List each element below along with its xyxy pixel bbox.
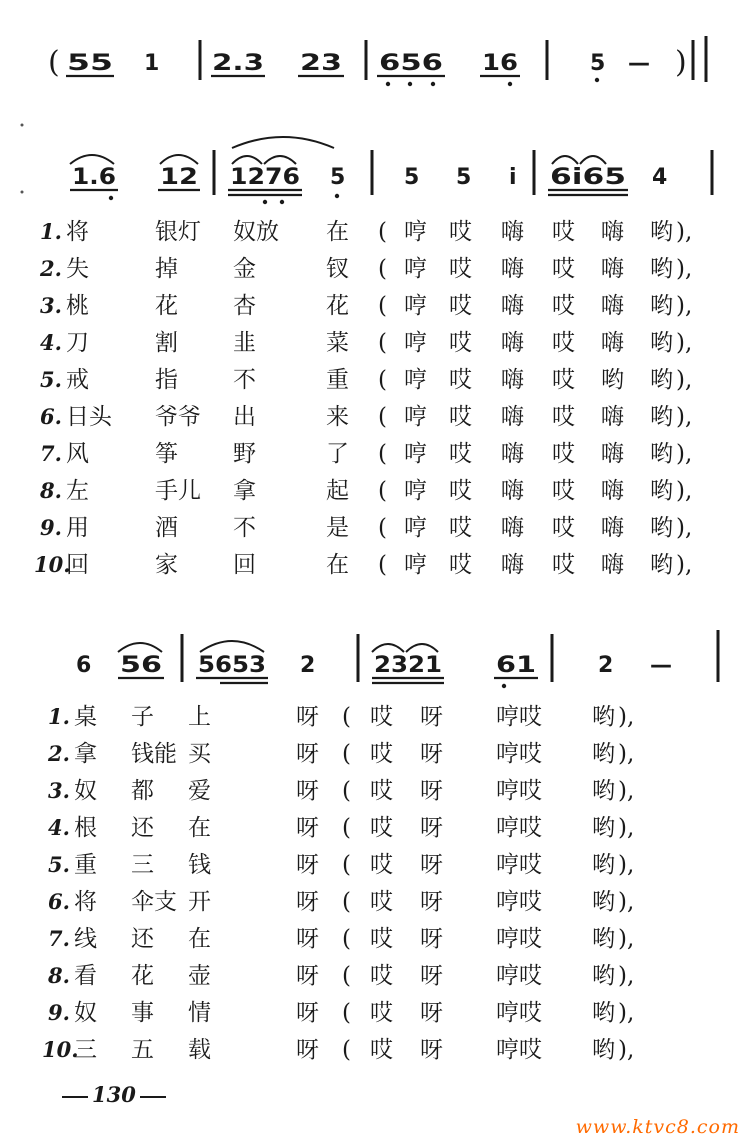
lyric: 将: [66, 219, 89, 245]
lyric: 掉: [155, 256, 178, 282]
lyric: 哎: [449, 441, 472, 467]
lyric: 哟: [592, 1037, 615, 1063]
note: 5: [456, 165, 472, 190]
lyric: 哼: [404, 330, 427, 356]
note: 2321: [374, 653, 442, 678]
lyric: 哟: [650, 441, 673, 467]
verse-number: 7.: [40, 441, 62, 466]
lyric: (: [378, 219, 387, 245]
lyric: 呀: [296, 963, 319, 989]
lyric: (: [342, 1037, 351, 1063]
lyric: 哟: [592, 778, 615, 804]
lyric: 哎: [449, 404, 472, 430]
open-paren: (: [48, 45, 60, 80]
lyric: 哼哎: [496, 1000, 542, 1026]
verse-number: 9.: [48, 1000, 70, 1025]
lyric: 哎: [370, 889, 393, 915]
lyric: 哟: [592, 815, 615, 841]
lyric: 呀: [420, 926, 443, 952]
lyric-line: [0, 848, 750, 882]
lyric: ),: [618, 704, 635, 730]
lyric: 出: [233, 404, 256, 430]
lyric: 哼哎: [496, 704, 542, 730]
note: 2: [598, 653, 614, 678]
lyric: 花: [131, 963, 154, 989]
lyric: (: [342, 889, 351, 915]
lyric: 哟: [650, 367, 673, 393]
verse-number: 5.: [40, 367, 62, 392]
verse-number: 2.: [48, 741, 70, 766]
lyric: 嗨: [501, 404, 524, 430]
note: 61: [496, 653, 536, 678]
lyric: 呀: [420, 815, 443, 841]
lyric: 三: [74, 1037, 97, 1063]
lyric: 在: [326, 552, 349, 578]
lyric-line: [0, 922, 750, 956]
lyric-line: [0, 252, 750, 286]
lyric: 哎: [370, 778, 393, 804]
lyric: 哎: [552, 256, 575, 282]
lyric: 载: [188, 1037, 211, 1063]
lyric: ),: [676, 293, 693, 319]
verse-number: 2.: [40, 256, 62, 281]
lyric: ),: [676, 478, 693, 504]
lyric-line: [0, 289, 750, 323]
lyric: 哎: [552, 330, 575, 356]
lyric: 嗨: [501, 293, 524, 319]
verse-number: 1.: [40, 219, 62, 244]
lyric: 哎: [449, 515, 472, 541]
lyric: 呀: [296, 852, 319, 878]
lyric: 哼: [404, 404, 427, 430]
lyric: 了: [326, 441, 349, 467]
note: 656: [379, 51, 443, 76]
verse-number: 4.: [40, 330, 62, 355]
lyric: 哎: [449, 219, 472, 245]
lyric: 在: [188, 815, 211, 841]
lyric: 哎: [552, 478, 575, 504]
lyric: 呀: [420, 852, 443, 878]
note: 1.6: [72, 165, 116, 190]
lyric: 手儿: [155, 478, 201, 504]
lyric: 爷爷: [155, 404, 201, 430]
lyric: 哎: [370, 963, 393, 989]
lyric: 哎: [552, 515, 575, 541]
lyric: (: [378, 515, 387, 541]
lyric: 哟: [592, 1000, 615, 1026]
lyric-line: [0, 774, 750, 808]
lyric: ),: [618, 963, 635, 989]
lyric: 哟: [601, 367, 624, 393]
lyric: 开: [188, 889, 211, 915]
lyric: 呀: [296, 889, 319, 915]
lyric: 杏: [233, 293, 256, 319]
lyric: 哎: [552, 367, 575, 393]
lyric: 哟: [650, 256, 673, 282]
lyric: 在: [188, 926, 211, 952]
lyric: 哟: [592, 889, 615, 915]
verse-number: 8.: [48, 963, 70, 988]
lyric-line: [0, 700, 750, 734]
lyric: 奴: [74, 1000, 97, 1026]
dash: —: [650, 653, 672, 678]
lyric: 哟: [650, 293, 673, 319]
lyric: (: [378, 330, 387, 356]
lyric: ),: [618, 1037, 635, 1063]
lyric: 哼哎: [496, 852, 542, 878]
lyric: 花: [155, 293, 178, 319]
lyric: ),: [676, 404, 693, 430]
lyric: 将: [74, 889, 97, 915]
lyric: ),: [676, 515, 693, 541]
lyric: 花: [326, 293, 349, 319]
lyric: 筝: [155, 441, 178, 467]
lyric: 嗨: [601, 552, 624, 578]
lyric: (: [342, 778, 351, 804]
lyric-line: [0, 885, 750, 919]
lyric: ),: [676, 219, 693, 245]
lyric: 呀: [296, 1000, 319, 1026]
lyric-line: [0, 811, 750, 845]
lyric: 还: [131, 815, 154, 841]
lyric: 桃: [66, 293, 89, 319]
lyric: ),: [676, 552, 693, 578]
lyric: 子: [131, 704, 154, 730]
lyric: 哎: [449, 478, 472, 504]
lyric: 哟: [650, 552, 673, 578]
verse-number: 6.: [48, 889, 70, 914]
lyric: 嗨: [601, 330, 624, 356]
lyric: 哼: [404, 293, 427, 319]
lyric: 不: [233, 515, 256, 541]
lyric: 哼: [404, 552, 427, 578]
lyric: 壶: [188, 963, 211, 989]
lyric: (: [378, 367, 387, 393]
note: 23: [300, 51, 342, 76]
lyric: 三: [131, 852, 154, 878]
lyric: 哼哎: [496, 926, 542, 952]
lyric: 哟: [650, 219, 673, 245]
lyric: 根: [74, 815, 97, 841]
lyric: 嗨: [601, 404, 624, 430]
lyric: 在: [326, 219, 349, 245]
note: 2.3: [212, 51, 264, 76]
lyric: 哟: [592, 926, 615, 952]
lyric: 嗨: [501, 515, 524, 541]
lyric: 哎: [552, 293, 575, 319]
note: 1276: [230, 165, 300, 190]
lyric: 事: [131, 1000, 154, 1026]
dash: —: [628, 51, 650, 76]
lyric: 呀: [420, 704, 443, 730]
lyric-line: [0, 363, 750, 397]
verse-number: 9.: [40, 515, 62, 540]
lyric: 回: [66, 552, 89, 578]
note: 12: [160, 165, 198, 190]
lyric: 重: [74, 852, 97, 878]
lyric: 还: [131, 926, 154, 952]
close-paren: ): [675, 45, 687, 80]
lyric: 爱: [188, 778, 211, 804]
lyric: 指: [155, 367, 178, 393]
note: i: [509, 165, 517, 190]
watermark: www.ktvc8.com: [575, 1116, 740, 1138]
verse-number: 5.: [48, 852, 70, 877]
lyric: 割: [155, 330, 178, 356]
note: 6i65: [550, 165, 626, 190]
lyric: ),: [618, 741, 635, 767]
lyric: 呀: [296, 741, 319, 767]
lyric: ),: [618, 852, 635, 878]
lyric: (: [342, 704, 351, 730]
lyric: (: [378, 552, 387, 578]
notation-line-2: [70, 137, 712, 204]
lyric: 上: [188, 704, 211, 730]
verse-number: 6.: [40, 404, 62, 429]
lyric: 起: [326, 478, 349, 504]
lyric: ),: [676, 441, 693, 467]
lyric: 呀: [296, 815, 319, 841]
lyric: ),: [618, 926, 635, 952]
lyric: 哼: [404, 219, 427, 245]
lyric: 呀: [296, 926, 319, 952]
lyric: 拿: [233, 478, 256, 504]
dash-right: [140, 1096, 166, 1098]
lyric: 戒: [66, 367, 89, 393]
verse-number: 1.: [48, 704, 70, 729]
lyric: ),: [676, 330, 693, 356]
lyric: 哼哎: [496, 1037, 542, 1063]
lyric: 是: [326, 515, 349, 541]
note: 16: [482, 51, 518, 76]
lyric-line: [0, 215, 750, 249]
lyric: 嗨: [601, 478, 624, 504]
lyric: 嗨: [601, 441, 624, 467]
verse-number: 10.: [34, 552, 71, 577]
lyric: 哟: [650, 330, 673, 356]
note: 5: [404, 165, 420, 190]
lyric: 哎: [552, 219, 575, 245]
lyric: (: [342, 926, 351, 952]
verse-number: 3.: [48, 778, 70, 803]
lyric: 嗨: [501, 330, 524, 356]
lyric: 钱: [188, 852, 211, 878]
lyric-line: [0, 400, 750, 434]
lyric: 哎: [449, 330, 472, 356]
lyric: 哎: [370, 926, 393, 952]
lyric-line: [0, 737, 750, 771]
lyric: 哼: [404, 256, 427, 282]
lyric: 刀: [66, 330, 89, 356]
dash-left: [62, 1096, 88, 1098]
lyric-line: [0, 548, 750, 582]
lyric: 嗨: [501, 219, 524, 245]
lyric-line: [0, 326, 750, 360]
lyric: 不: [233, 367, 256, 393]
lyric: 哼: [404, 478, 427, 504]
lyric: 呀: [420, 889, 443, 915]
lyric: 哎: [552, 404, 575, 430]
lyric: ),: [618, 889, 635, 915]
lyric: 嗨: [501, 256, 524, 282]
lyric: 哟: [650, 478, 673, 504]
lyric: 情: [188, 1000, 211, 1026]
lyric: 回: [233, 552, 256, 578]
lyric: (: [342, 852, 351, 878]
lyric: 嗨: [501, 552, 524, 578]
lyric: 哟: [592, 704, 615, 730]
lyric: 嗨: [501, 441, 524, 467]
notation-line-1: [48, 36, 706, 86]
lyric-line: [0, 996, 750, 1030]
lyric: 奴放: [233, 219, 279, 245]
lyric: 呀: [420, 963, 443, 989]
lyric: 哎: [449, 293, 472, 319]
lyric: 呀: [420, 741, 443, 767]
lyric: (: [342, 815, 351, 841]
lyric: ),: [618, 815, 635, 841]
lyric: ),: [676, 367, 693, 393]
lyric: 哎: [552, 552, 575, 578]
notation-line-3: [76, 630, 718, 688]
lyric: 哟: [592, 741, 615, 767]
lyric: 呀: [420, 1037, 443, 1063]
lyric: 钗: [326, 256, 349, 282]
verse-number: 8.: [40, 478, 62, 503]
lyric: (: [378, 404, 387, 430]
lyric: 金: [233, 256, 256, 282]
note: 4: [652, 165, 668, 190]
page-number: [58, 1082, 170, 1107]
lyric: 嗨: [601, 515, 624, 541]
lyric-line: [0, 437, 750, 471]
lyric: (: [342, 963, 351, 989]
lyric: 用: [66, 515, 89, 541]
lyric: 哎: [370, 704, 393, 730]
lyric: 哎: [449, 367, 472, 393]
lyric: 哎: [370, 815, 393, 841]
lyric: (: [342, 1000, 351, 1026]
lyric: 酒: [155, 515, 178, 541]
lyric: 哎: [449, 552, 472, 578]
lyric: 哎: [370, 1000, 393, 1026]
verse-number: 4.: [48, 815, 70, 840]
lyric: 哎: [370, 1037, 393, 1063]
lyric-line: [0, 511, 750, 545]
lyric: 拿: [74, 741, 97, 767]
lyric: 嗨: [501, 367, 524, 393]
lyric: 野: [233, 441, 256, 467]
verse-number: 7.: [48, 926, 70, 951]
lyric: 哟: [650, 515, 673, 541]
lyric: 都: [131, 778, 154, 804]
lyric: 伞支: [131, 889, 177, 915]
lyric: 哟: [650, 404, 673, 430]
lyric: ),: [618, 1000, 635, 1026]
lyric: 哟: [592, 852, 615, 878]
note: 5: [590, 51, 606, 76]
note: 1: [144, 51, 160, 76]
page-number-value: 130: [92, 1082, 136, 1107]
lyric: 哼: [404, 441, 427, 467]
lyric: 韭: [233, 330, 256, 356]
lyric: 失: [66, 256, 89, 282]
lyric: 哼哎: [496, 778, 542, 804]
note: 6: [76, 653, 92, 678]
lyric: ),: [676, 256, 693, 282]
lyric: 哎: [552, 441, 575, 467]
lyric: 嗨: [601, 293, 624, 319]
lyric: 哎: [370, 741, 393, 767]
note: 56: [120, 653, 162, 678]
lyric: 呀: [296, 1037, 319, 1063]
lyric: 哼: [404, 515, 427, 541]
lyric: 呀: [420, 1000, 443, 1026]
lyric: 嗨: [601, 256, 624, 282]
lyric: (: [342, 741, 351, 767]
lyric: 来: [326, 404, 349, 430]
lyric: 哼哎: [496, 963, 542, 989]
lyric: 风: [66, 441, 89, 467]
lyric: 菜: [326, 330, 349, 356]
lyric: 哼哎: [496, 741, 542, 767]
lyric: (: [378, 293, 387, 319]
lyric: 呀: [296, 778, 319, 804]
lyric-line: [0, 959, 750, 993]
lyric: 钱能: [131, 741, 177, 767]
note: 55: [67, 51, 113, 76]
lyric-line: [0, 474, 750, 508]
note: 5: [330, 165, 346, 190]
lyric: 奴: [74, 778, 97, 804]
lyric: 日头: [66, 404, 112, 430]
lyric-line: [0, 1033, 750, 1067]
lyric: 哼哎: [496, 889, 542, 915]
lyric: 左: [66, 478, 89, 504]
lyric: 哎: [370, 852, 393, 878]
note: 2: [300, 653, 316, 678]
verse-number: 10.: [42, 1037, 79, 1062]
lyric: 线: [74, 926, 97, 952]
lyric: 呀: [296, 704, 319, 730]
note: 5653: [198, 653, 266, 678]
lyric: 哼: [404, 367, 427, 393]
lyric: 嗨: [601, 219, 624, 245]
lyric: 哟: [592, 963, 615, 989]
lyric: 哼哎: [496, 815, 542, 841]
lyric: (: [378, 256, 387, 282]
lyric: 嗨: [501, 478, 524, 504]
lyric: 重: [326, 367, 349, 393]
lyric: 买: [188, 741, 211, 767]
lyric: 呀: [420, 778, 443, 804]
verse-number: 3.: [40, 293, 62, 318]
lyric: (: [378, 441, 387, 467]
lyric: 哎: [449, 256, 472, 282]
lyric: 银灯: [155, 219, 201, 245]
lyric: ),: [618, 778, 635, 804]
lyric: 五: [131, 1037, 154, 1063]
lyric: 桌: [74, 704, 97, 730]
lyric: 家: [155, 552, 178, 578]
lyric: 看: [74, 963, 97, 989]
lyric: (: [378, 478, 387, 504]
